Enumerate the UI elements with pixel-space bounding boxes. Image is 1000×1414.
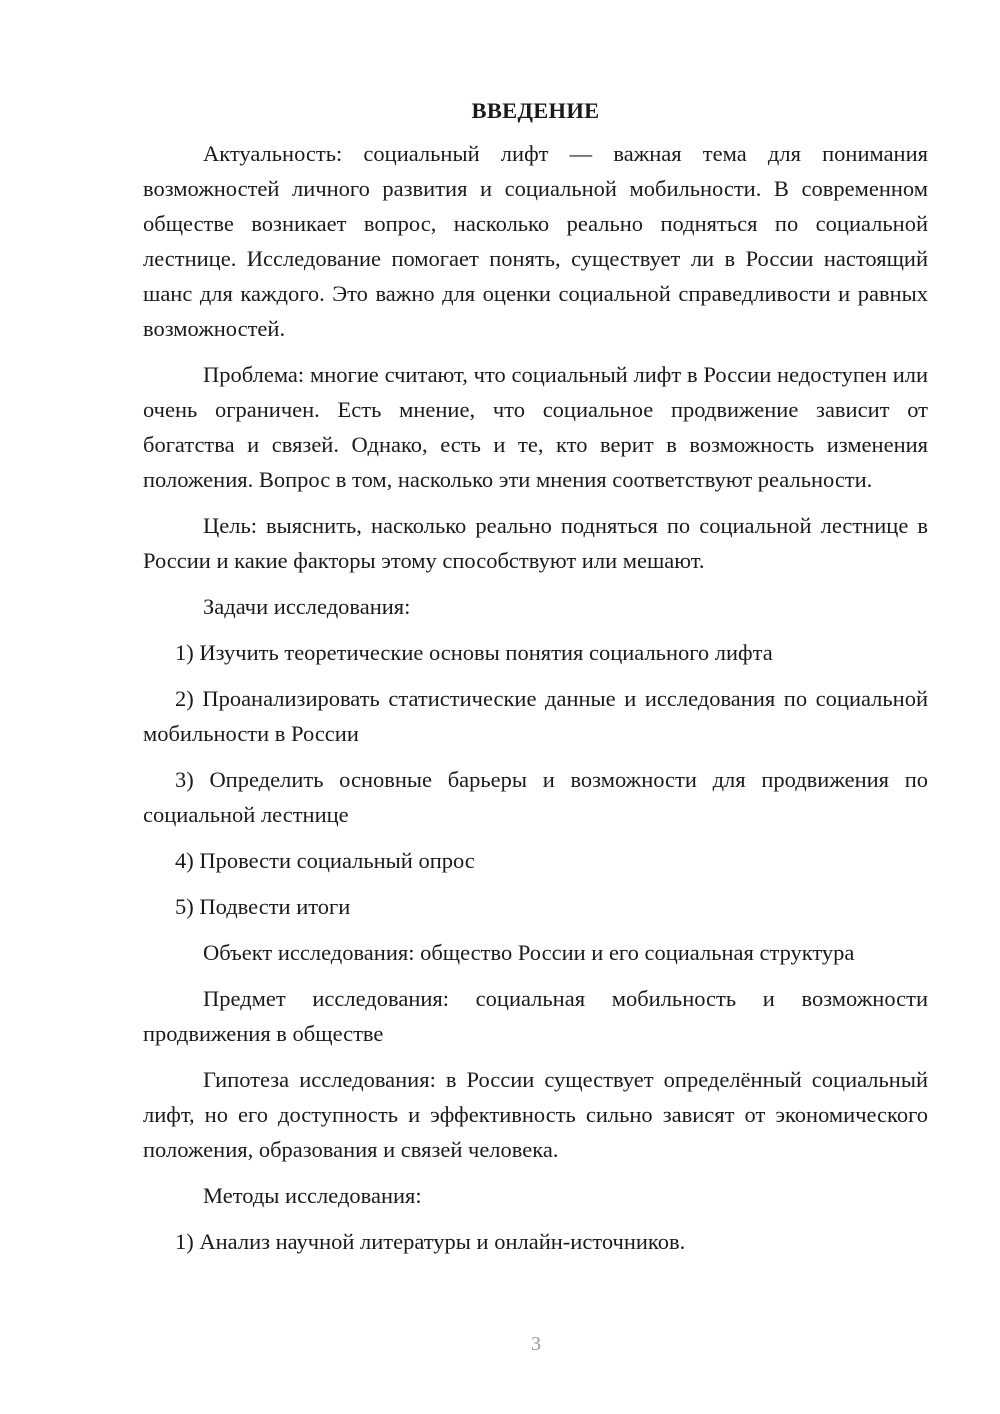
task-item: 5) Подвести итоги [175,894,351,919]
paragraph-hypothesis: Гипотеза исследования: в России существует определённый социальный лифт, но его доступность и эффективность сильно зависят от экономического положения, образования и связей человека. [143,1067,928,1162]
paragraph-object: Объект исследования: общество России и его социальная структура [203,940,855,965]
task-item: 1) Изучить теоретические основы понятия социального лифта [175,640,773,665]
method-item: 1) Анализ научной литературы и онлайн-источников. [175,1229,686,1254]
methods-heading: Методы исследования: [203,1183,422,1208]
paragraph-goal: Цель: выяснить, насколько реально подняться по социальной лестнице в России и какие факторы этому способствуют или мешают. [143,513,928,573]
page-number: 3 [531,1333,541,1355]
page-content [143,96,928,1270]
tasks-heading: Задачи исследования: [203,594,411,619]
paragraph-subject: Предмет исследования: социальная мобильность и возможности продвижения в обществе [143,986,928,1046]
task-item: 2) Проанализировать статистические данные и исследования по социальной мобильности в России [143,686,928,746]
task-item: 4) Провести социальный опрос [175,848,475,873]
task-item: 3) Определить основные барьеры и возможности для продвижения по социальной лестнице [143,767,928,827]
page-title: ВВЕДЕНИЕ [471,98,600,123]
paragraph-problem: Проблема: многие считают, что социальный лифт в России недоступен или очень ограничен. Есть мнение, что социальное продвижение зависит от богатства и связей. Однако, есть и те, кто верит в возможность изменения положения. Вопрос в том, насколько эти мнения соответствуют реальности. [143,362,928,492]
paragraph-relevance: Актуальность: социальный лифт — важная тема для понимания возможностей личного развития и социальной мобильности. В современном обществе возникает вопрос, насколько реально подняться по социальной лестнице. Исследование помогает понять, существует ли в России настоящий шанс для каждого. Это важно для оценки социальной справедливости и равных возможностей. [143,141,928,341]
